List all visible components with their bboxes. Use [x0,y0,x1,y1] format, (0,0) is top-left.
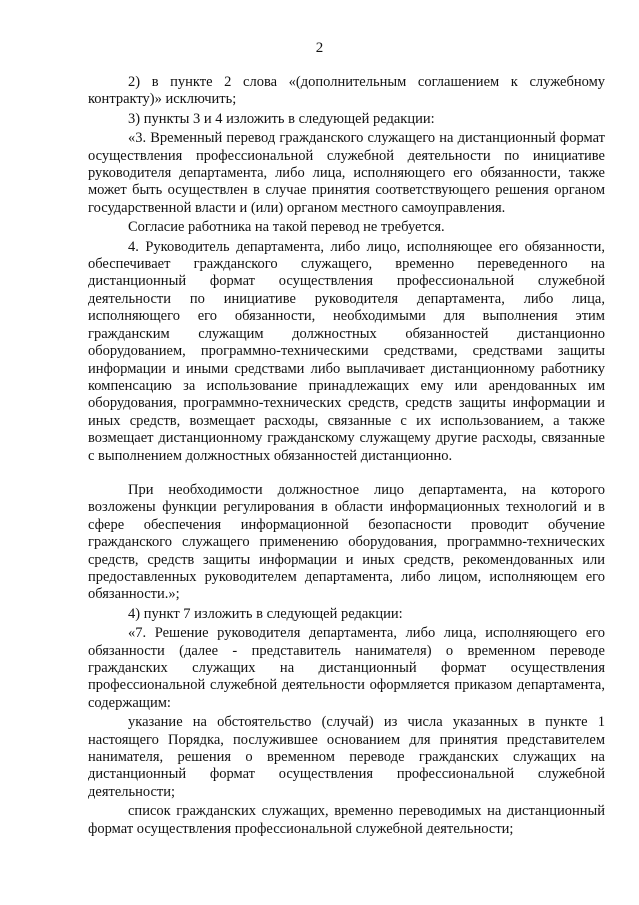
paragraph-consent: Согласие работника на такой перевод не требуется. [128,219,445,236]
paragraph-employee-list: список гражданских служащих, временно переводимых на дистанционный формат осуществления профессиональной служебной деятельности; [88,803,605,837]
paragraph-circumstance: указание на обстоятельство (случай) из числа указанных в пункте 1 настоящего Порядка, послужившее основанием для принятия представителем нанимателя, решения о временном переводе гражданских служащих на дистанционный формат осуществления профессиональной служебной деятельности; [88,714,605,800]
paragraph-item-4-heading: 4) пункт 7 изложить в следующей редакции: [128,605,403,622]
paragraph-clause-7: «7. Решение руководителя департамента, либо лица, исполняющего его обязанности (далее - представитель нанимателя) о временном переводе гражданских служащих на дистанционный формат осуществления профессиональной служебной деятельности оформляется приказом департамента, содержащим: [88,625,605,711]
paragraph-item-3-heading: 3) пункты 3 и 4 изложить в следующей редакции: [128,110,435,127]
paragraph-training: При необходимости должностное лицо департамента, на которого возложены функции регулирования в области информационных технологий и в сфере обеспечения информационной безопасности проводит обучение гражданского служащего применению оборудования, программно-технических средств, средств защиты информации и иных средств, рекомендованных или предоставленных руководителем департамента, либо лицом, исполняющем его обязанности.»; [88,481,605,603]
paragraph-clause-3: «3. Временный перевод гражданского служащего на дистанционный формат осуществления профессиональной служебной деятельности по инициативе руководителя департамента, либо лица, исполняющего его обязанности, также может быть осуществлен в случае принятия соответствующего решения органом государственной власти и (или) органом местного самоуправления. [88,130,605,216]
paragraph-item-2-amendment: 2) в пункте 2 слова «(дополнительным соглашением к служебному контракту)» исключить; [88,74,605,108]
page-number: 2 [315,40,324,56]
document-body [88,74,605,838]
paragraph-clause-4: 4. Руководитель департамента, либо лицо, исполняющее его обязанности, обеспечивает гражданского служащего, временно переведенного на дистанционный формат осуществления профессиональной служебной деятельности по инициативе руководителя департамента, либо лица, исполняющего его обязанности, необходимыми для выполнения этим гражданским служащим должностных обязанностей дистанционно оборудованием, программно-техническими средствами, средствами защиты информации и иными средствами либо выплачивает дистанционному работнику компенсацию за использование принадлежащих ему или арендованных им оборудования, программно-технических средств, средств защиты информации и иных средств, возмещает расходы, связанные с их использованием, а также возмещает дистанционному гражданскому служащему другие расходы, связанные с выполнением должностных обязанностей дистанционно. [88,238,605,464]
